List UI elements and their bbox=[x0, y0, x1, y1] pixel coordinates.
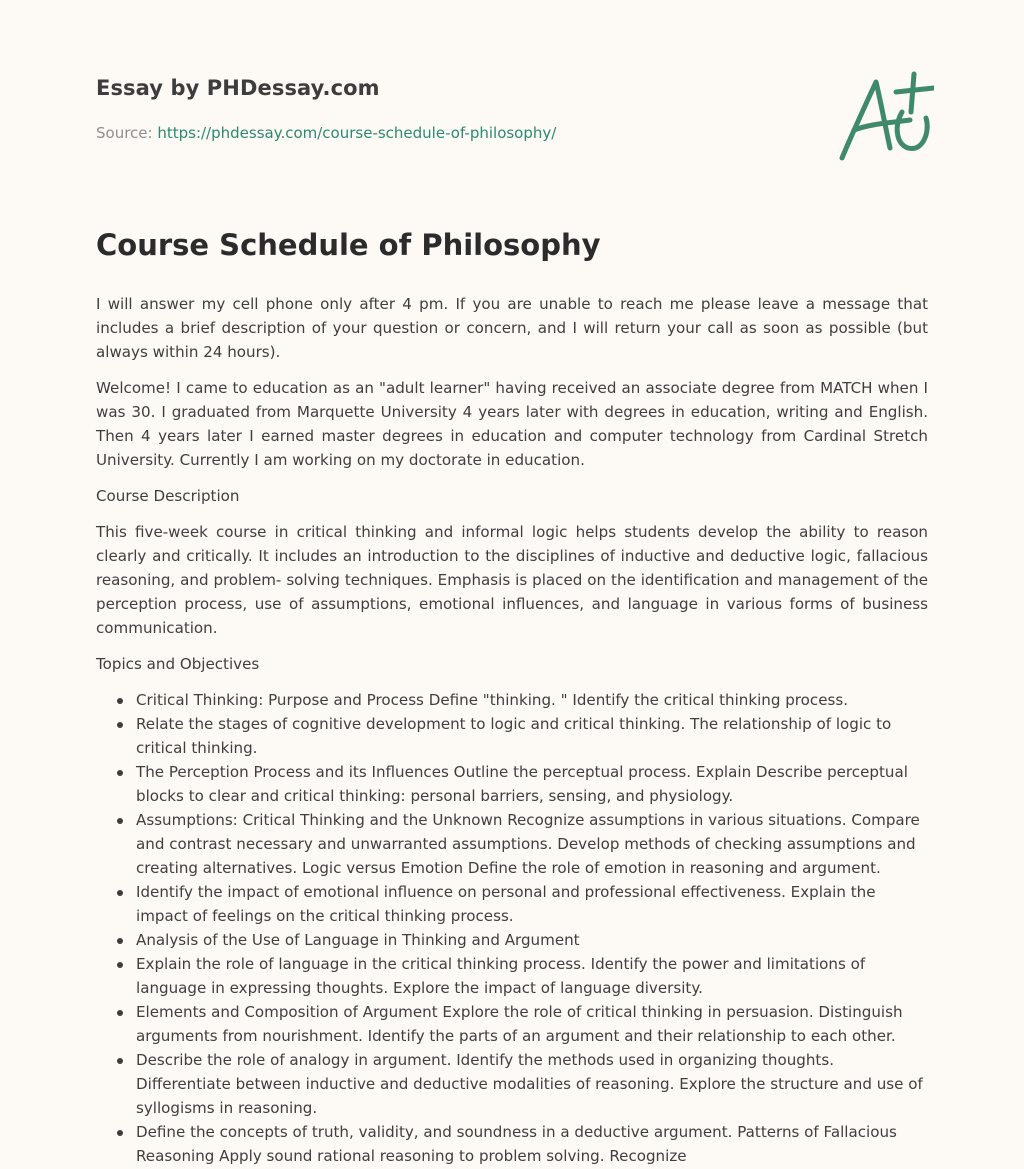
site-title: Essay by PHDessay.com bbox=[96, 76, 380, 100]
list-item bbox=[136, 1048, 928, 1120]
list-item-text: Describe the role of analogy in argument. Identify the methods used in organizing thoughts. Differentiate between inductive and deductive modalities of reasoning. Explore the structure and use of syllogisms in reasoning. bbox=[136, 1051, 923, 1117]
document-title: Course Schedule of Philosophy bbox=[96, 228, 601, 262]
list-item bbox=[136, 880, 928, 928]
intro-paragraph: I will answer my cell phone only after 4 pm. If you are unable to reach me please leave a message that includes a brief description of your question or concern, and I will return your call as soon as possible (but always within 24 hours). bbox=[96, 295, 928, 361]
list-item bbox=[136, 1120, 928, 1168]
a-plus-logo-icon bbox=[830, 68, 934, 166]
course-description-paragraph: This five-week course in critical thinking and informal logic helps students develop the ability to reason clearly and critically. It includes an introduction to the disciplines of inductive and deductive logic, fallacious reasoning, and problem- solving techniques. Emphasis is placed on the identification and management of the perception process, use of assumptions, emotional influences, and language in various forms of business communication. bbox=[96, 523, 928, 637]
list-item-text: Explain the role of language in the critical thinking process. Identify the power and limitations of language in expressing thoughts. Explore the impact of language diversity. bbox=[136, 955, 866, 997]
list-item-text: Assumptions: Critical Thinking and the Unknown Recognize assumptions in various situations. Compare and contrast necessary and unwarranted assumptions. Develop methods of checking assumptions and creating alternatives. Logic versus Emotion Define the role of emotion in reasoning and argument. bbox=[136, 811, 920, 877]
list-item-text: Analysis of the Use of Language in Thinking and Argument bbox=[136, 931, 580, 949]
list-item bbox=[136, 808, 928, 880]
welcome-paragraph: Welcome! I came to education as an "adult learner" having received an associate degree from MATCH when I was 30. I graduated from Marquette University 4 years later with degrees in education, writing and English. Then 4 years later I earned master degrees in education and computer technology from Cardinal Stretch University. Currently I am working on my doctorate in education. bbox=[96, 379, 928, 469]
topics-heading: Topics and Objectives bbox=[96, 655, 260, 673]
bullet-icon bbox=[117, 818, 123, 824]
bullet-icon bbox=[117, 698, 123, 704]
bullet-icon bbox=[117, 890, 123, 896]
list-item-text: Identify the impact of emotional influence on personal and professional effectiveness. Explain the impact of feelings on the critical thinking process. bbox=[136, 883, 876, 925]
site-header bbox=[96, 0, 928, 200]
bullet-icon bbox=[117, 770, 123, 776]
topics-list bbox=[96, 688, 928, 1168]
bullet-icon bbox=[117, 722, 123, 728]
list-item bbox=[136, 1000, 928, 1048]
bullet-icon bbox=[117, 938, 123, 944]
bullet-icon bbox=[117, 962, 123, 968]
bullet-icon bbox=[117, 1010, 123, 1016]
list-item-text: Elements and Composition of Argument Explore the role of critical thinking in persuasion. Distinguish arguments from nourishment. Identify the parts of an argument and their relationship to each other. bbox=[136, 1003, 903, 1045]
bullet-icon bbox=[117, 1130, 123, 1136]
source-label: Source: bbox=[96, 124, 158, 142]
list-item-text: Define the concepts of truth, validity, and soundness in a deductive argument. Patterns of Fallacious Reasoning Apply sound rational reasoning to problem solving. Recognize bbox=[136, 1123, 897, 1165]
list-item bbox=[136, 712, 928, 760]
bullet-icon bbox=[117, 1058, 123, 1064]
list-item bbox=[136, 760, 928, 808]
source-link[interactable]: https://phdessay.com/course-schedule-of-philosophy/ bbox=[157, 124, 557, 142]
course-description-heading: Course Description bbox=[96, 487, 240, 505]
list-item-text: Relate the stages of cognitive development to logic and critical thinking. The relationship of logic to critical thinking. bbox=[136, 715, 892, 757]
list-item-text: The Perception Process and its Influences Outline the perceptual process. Explain Describe perceptual blocks to clear and critical thinking: personal barriers, sensing, and physiology. bbox=[136, 763, 908, 805]
list-item bbox=[136, 688, 928, 712]
source-line bbox=[96, 124, 556, 142]
list-item-text: Critical Thinking: Purpose and Process Define "thinking. " Identify the critical thinking process. bbox=[136, 691, 849, 709]
list-item bbox=[136, 952, 928, 1000]
list-item bbox=[136, 928, 928, 952]
